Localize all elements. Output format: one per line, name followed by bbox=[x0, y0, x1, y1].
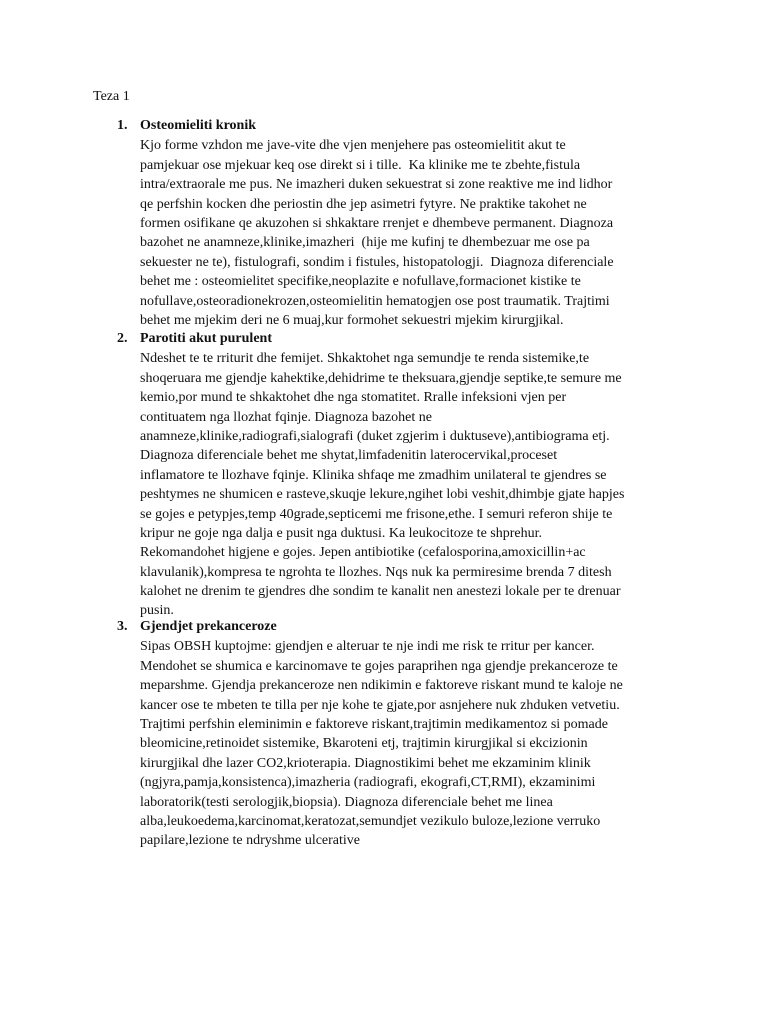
text-line: inflamatore te llozhave fqinje. Klinika shfaqe me zmadhim unilateral te gjendres se bbox=[140, 467, 607, 483]
list-item-body bbox=[140, 349, 624, 620]
text-line: intra/extraorale me pus. Ne imazheri duken sekuestrat si zone reaktive me ind lidhor bbox=[140, 177, 613, 193]
list-item-number: 2. bbox=[117, 331, 128, 346]
text-line: papilare,lezione te ndryshme ulcerative bbox=[140, 833, 361, 849]
text-line: formen osifikane qe akuzohen si shkaktare rrenjet e dhembeve permanent. Diagnoza bbox=[140, 215, 614, 231]
text-line: kancer ose te mbeten te tilla per nje kohe te gjate,por asnjehere nuk zhduken vetvetiu. bbox=[140, 697, 620, 713]
text-line: behet me : osteomielitet specifike,neoplazite e nofullave,formacionet kistike te bbox=[140, 274, 581, 290]
text-line: peshtymes ne shumicen e rasteve,skuqje lekure,ngihet lobi veshit,dhimbje gjate hapjes bbox=[140, 487, 625, 503]
list-item-number: 3. bbox=[117, 619, 128, 634]
text-line: Trajtimi perfshin eleminimin e faktoreve riskant,trajtimin medikamentoz si pomade bbox=[140, 716, 608, 732]
text-line: bazohet ne anamneze,klinike,imazheri (hije me kufinj te dhembezuar me ose pa bbox=[140, 235, 590, 251]
text-line: sekuester ne te), fistulografi, sondim i fistules, histopatologji. Diagnoza diferenciale bbox=[140, 254, 614, 270]
text-line: klavulanik),kompresa te ngrohta te llozhes. Nqs nuk ka permiresime brenda 7 ditesh bbox=[140, 564, 612, 580]
document-title: Teza 1 bbox=[93, 89, 130, 104]
text-line: alba,leukoedema,karcinomat,keratozat,semundjet vezikulo buloze,lezione verruko bbox=[140, 813, 601, 829]
list-item-heading: Parotiti akut purulent bbox=[140, 331, 272, 346]
list-item-heading: Gjendjet prekanceroze bbox=[140, 619, 277, 634]
text-line: anamneze,klinike,radiografi,sialografi (duket zgjerim i duktuseve),antibiograma etj. bbox=[140, 428, 610, 444]
list-item-heading: Osteomieliti kronik bbox=[140, 118, 257, 133]
text-line: pamjekuar ose mjekuar keq ose direkt si i tille. Ka klinike me te zbehte,fistula bbox=[140, 157, 581, 173]
text-line: contituatem nga llozhat fqinje. Diagnoza bazohet ne bbox=[140, 409, 432, 425]
text-line: nofullave,osteoradionekrozen,osteomielitin hematogjen ose post traumatik. Trajtimi bbox=[140, 293, 610, 309]
text-line: qe perfshin kocken dhe periostin dhe jep asimetri fytyre. Ne praktike takohet ne bbox=[140, 196, 587, 212]
text-line: Diagnoza diferenciale behet me shytat,limfadenitin laterocervikal,proceset bbox=[140, 448, 558, 464]
text-line: Mendohet se shumica e karcinomave te gojes paraprihen nga gjendje prekanceroze te bbox=[140, 658, 618, 674]
text-line: laboratorik(testi serologjik,biopsia). Diagnoza diferenciale behet me linea bbox=[140, 794, 553, 810]
list-item-number: 1. bbox=[117, 118, 128, 133]
text-line: bleomicine,retinoidet sistemike, Bkaroteni etj, trajtimin kirurgjikal si ekcizionin bbox=[140, 736, 588, 752]
text-line: shoqeruara me gjendje kahektike,dehidrime te theksuara,gjendje septike,te semure me bbox=[140, 370, 622, 386]
text-line: Ndeshet te te rriturit dhe femijet. Shkaktohet nga semundje te renda sistemike,te bbox=[140, 351, 590, 367]
text-line: Rekomandohet higjene e gojes. Jepen antibiotike (cefalosporina,amoxicillin+ac bbox=[140, 545, 586, 561]
text-line: (ngjyra,pamja,konsistenca),imazheria (radiografi, ekografi,CT,RMI), ekzaminimi bbox=[140, 775, 596, 791]
text-line: kripur ne goje nga dalja e pusit nga duktusi. Ka leukocitoze te shprehur. bbox=[140, 525, 543, 541]
list-item-body bbox=[140, 136, 614, 330]
text-line: meparshme. Gjendja prekanceroze nen ndikimin e faktoreve riskant mund te kaloje ne bbox=[140, 678, 623, 694]
text-line: kemio,por mund te shkaktohet dhe nga stomatitet. Rralle infeksioni vjen per bbox=[140, 390, 567, 406]
text-line: Kjo forme vzhdon me jave-vite dhe vjen menjehere pas osteomielitit akut te bbox=[140, 138, 566, 154]
list-item-body bbox=[140, 637, 623, 850]
text-line: pusin. bbox=[140, 603, 174, 619]
text-line: se gojes e petypjes,temp 40grade,septicemi me frisone,ethe. I semuri referon shije te bbox=[140, 506, 613, 522]
text-line: kalohet ne drenim te gjendres dhe sondim te kanalit nen anestezi lokale per te drenuar bbox=[140, 584, 621, 600]
text-line: Sipas OBSH kuptojme: gjendjen e alteruar te nje indi me risk te rritur per kancer. bbox=[140, 639, 595, 655]
text-line: behet me mjekim deri ne 6 muaj,kur formohet sekuestri mjekim kirurgjikal. bbox=[140, 312, 564, 328]
text-line: kirurgjikal dhe lazer CO2,krioterapia. Diagnostikimi behet me ekzaminim klinik bbox=[140, 755, 591, 771]
